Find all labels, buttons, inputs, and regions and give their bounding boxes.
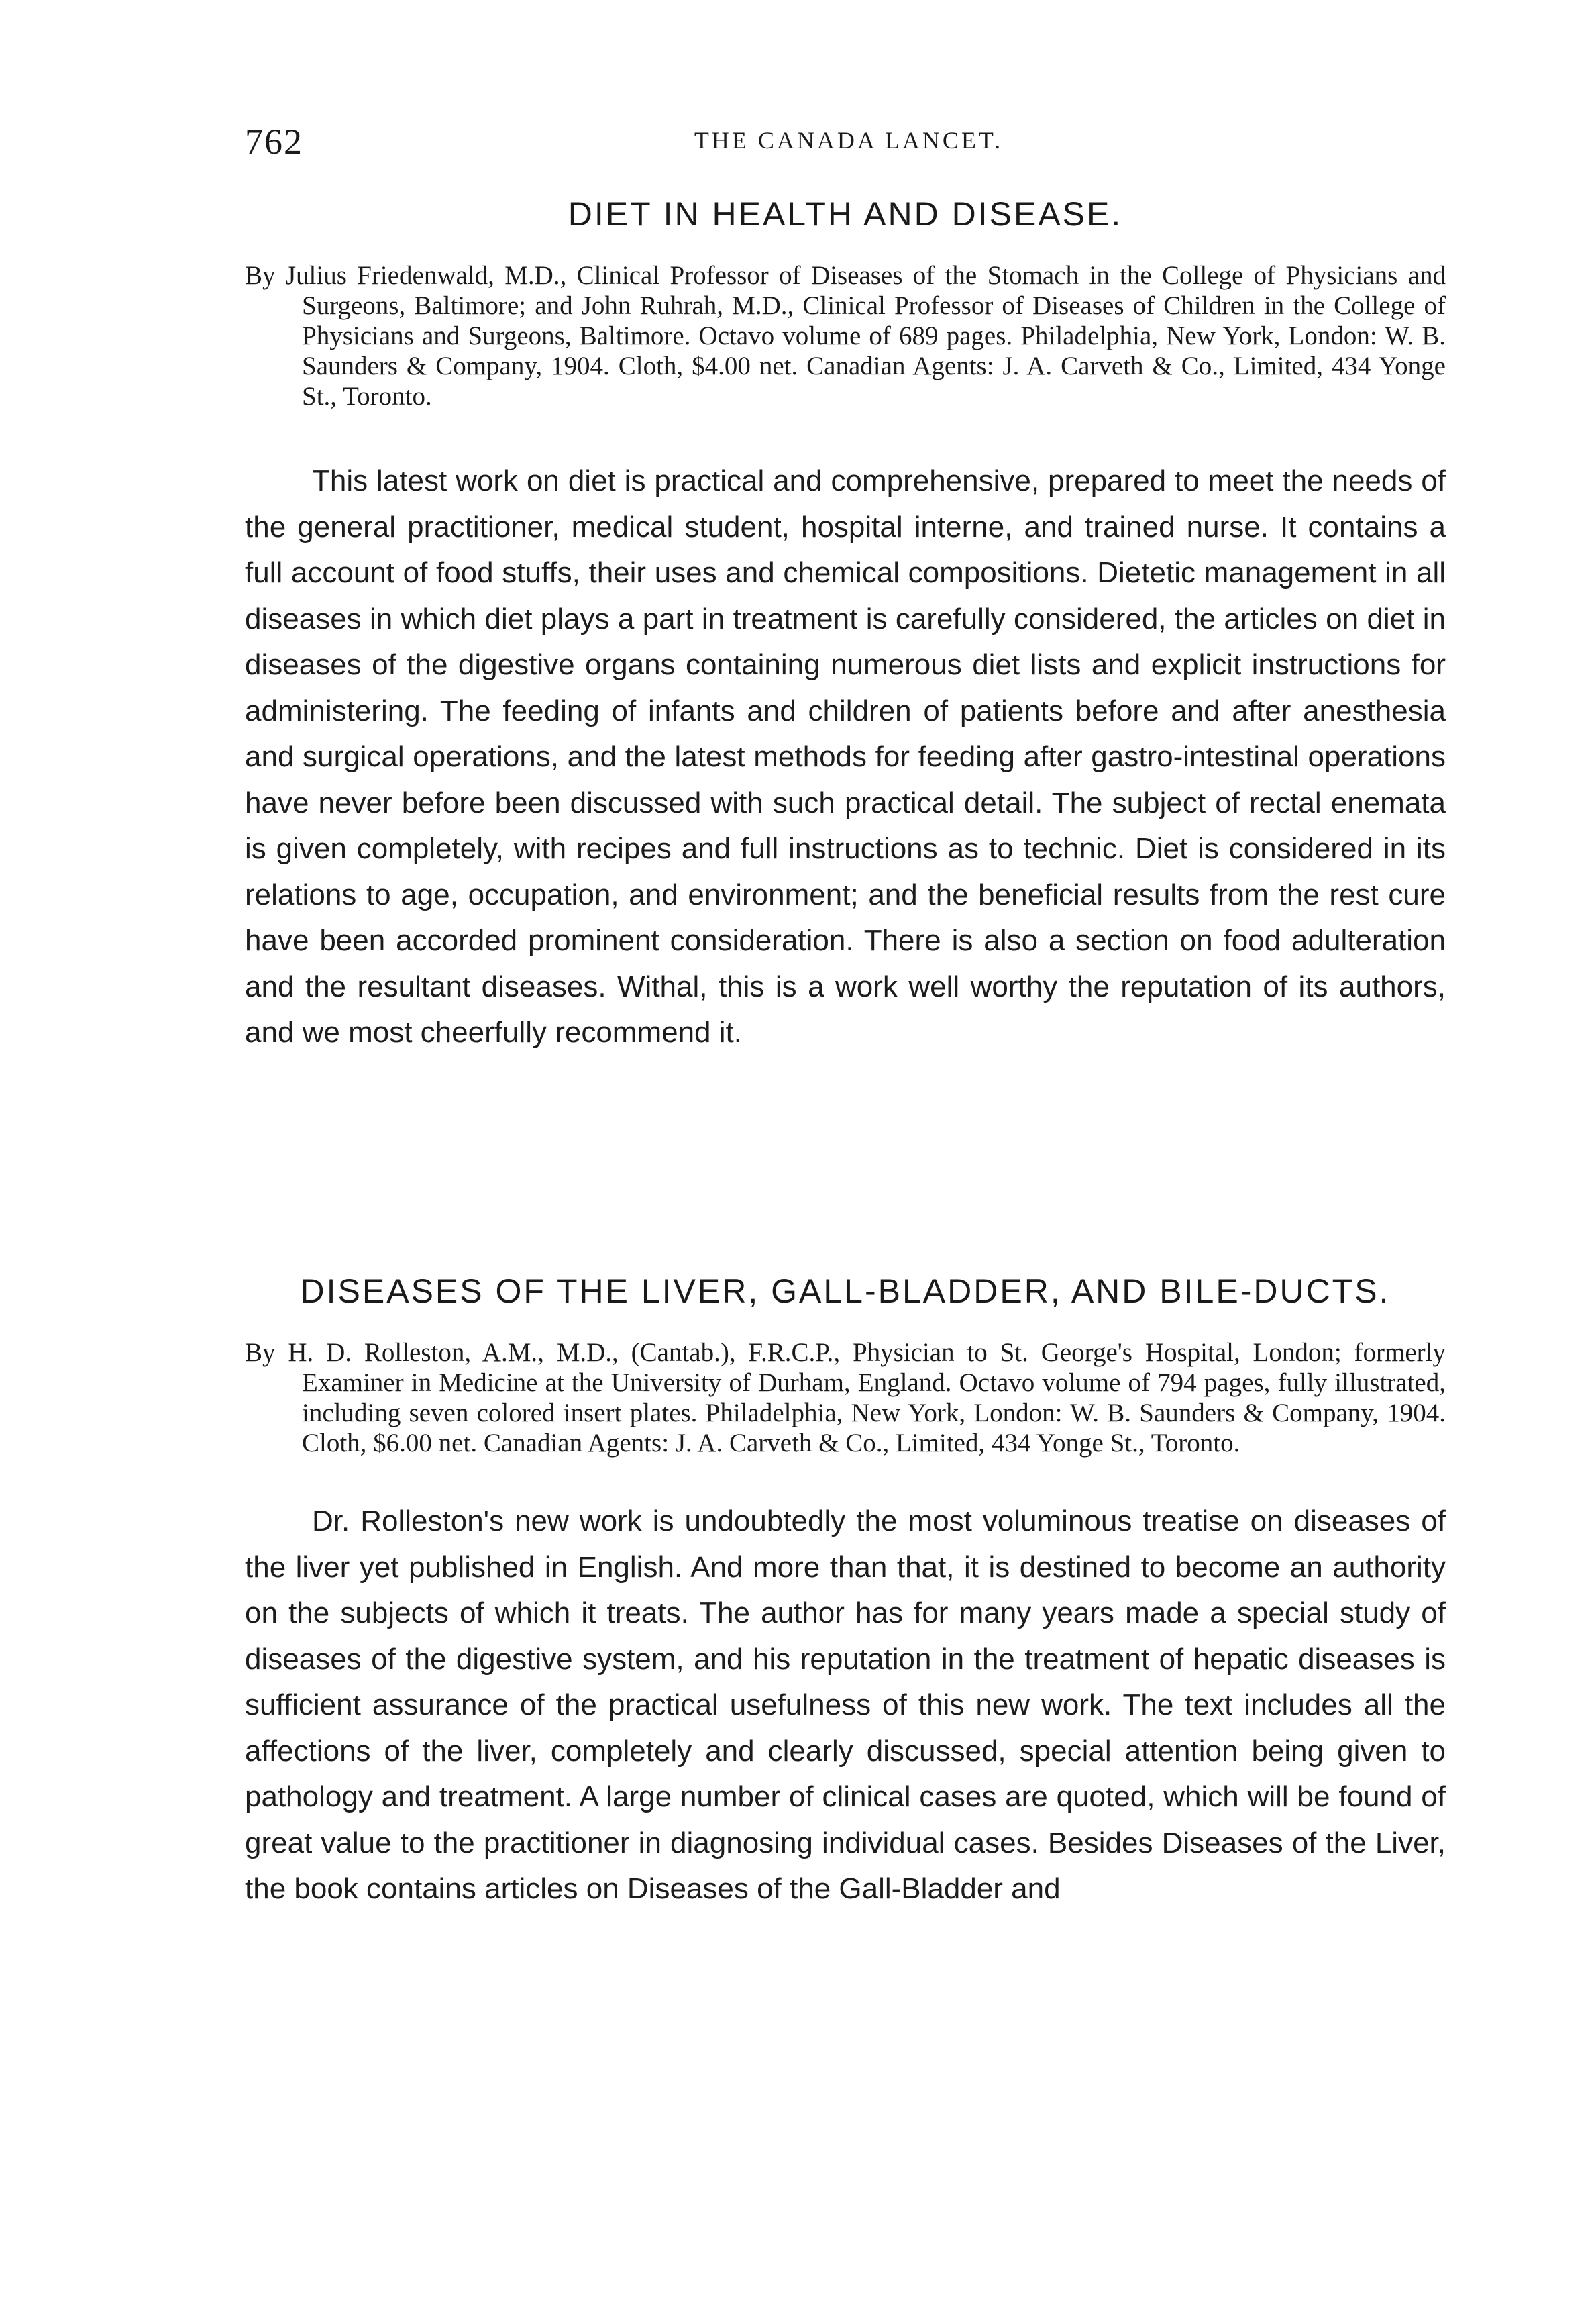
running-head: THE CANADA LANCET. xyxy=(694,127,1004,154)
article-byline: By H. D. Rolleston, A.M., M.D., (Cantab.), F.R.C.P., Physician to St. George's Hospital, London; formerly Examiner in Medicine at the University of Durham, England. Octavo volume of 794 pages, fully illustrated, including seven colored insert plates. Philadelphia, New York, London: W. B. Saunders & Company, 1904. Cloth, $6.00 net. Canadian Agents: J. A. Carveth & Co., Limited, 434 Yonge St., Toronto. xyxy=(245,1338,1446,1458)
article-byline: By Julius Friedenwald, M.D., Clinical Professor of Diseases of the Stomach in the College of Physicians and Surgeons, Baltimore; and John Ruhrah, M.D., Clinical Professor of Diseases of Children in the College of Physicians and Surgeons, Baltimore. Octavo volume of 689 pages. Philadelphia, New York, London: W. B. Saunders & Company, 1904. Cloth, $4.00 net. Canadian Agents: J. A. Carveth & Co., Limited, 434 Yonge St., Toronto. xyxy=(245,261,1446,411)
page-number: 762 xyxy=(245,121,303,162)
review-diet-in-health-and-disease xyxy=(245,195,1446,1056)
article-body: This latest work on diet is practical and comprehensive, prepared to meet the needs of the general practitioner, medical student, hospital interne, and trained nurse. It contains a full account of food stuffs, their uses and chemical compositions. Dietetic management in all diseases in which diet plays a part in treatment is carefully considered, the articles on diet in diseases of the digestive organs containing numerous diet lists and explicit instructions for administering. The feeding of infants and children of patients before and after anesthesia and surgical operations, and the latest methods for feeding after gastro-intestinal operations have never before been discussed with such practical detail. The subject of rectal enemata is given completely, with recipes and full instructions as to technic. Diet is considered in its relations to age, occupation, and environment; and the beneficial results from the rest cure have been accorded prominent consideration. There is also a section on food adulteration and the resultant diseases. Withal, this is a work well worthy the reputation of its authors, and we most cheerfully recommend it. xyxy=(245,464,1446,1049)
article-title: DISEASES OF THE LIVER, GALL-BLADDER, AND BILE-DUCTS. xyxy=(300,1272,1391,1310)
review-diseases-of-the-liver xyxy=(245,1272,1446,1912)
page-header xyxy=(245,121,1452,174)
article-title: DIET IN HEALTH AND DISEASE. xyxy=(568,195,1123,233)
article-body: Dr. Rolleston's new work is undoubtedly the most voluminous treatise on diseases of the liver yet published in English. And more than that, it is destined to become an authority on the subjects of which it treats. The author has for many years made a special study of diseases of the digestive system, and his reputation in the treatment of hepatic diseases is sufficient assurance of the practical usefulness of this new work. The text includes all the affections of the liver, completely and clearly discussed, special attention being given to pathology and treatment. A large number of clinical cases are quoted, which will be found of great value to the practitioner in diagnosing individual cases. Besides Diseases of the Liver, the book contains articles on Diseases of the Gall-Bladder and xyxy=(245,1504,1446,1905)
